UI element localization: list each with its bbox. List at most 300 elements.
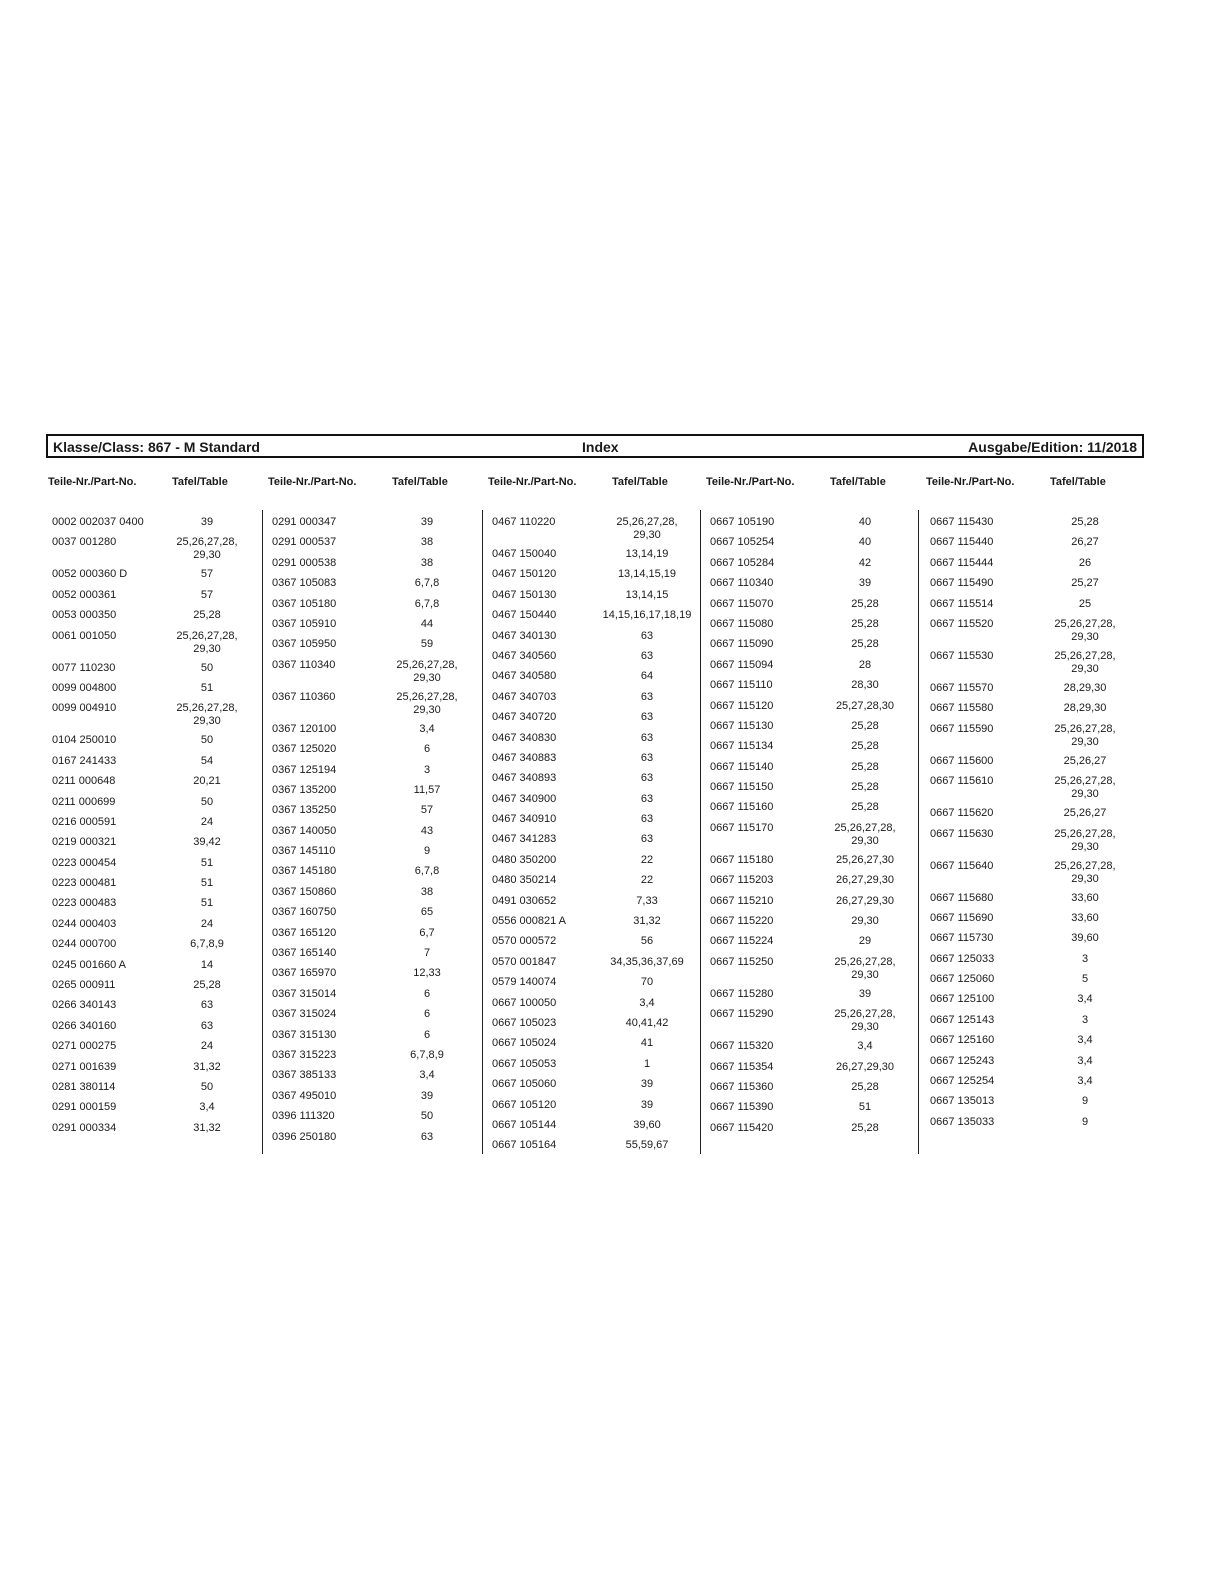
table-ref: 38 bbox=[420, 885, 434, 898]
table-ref: 28,29,30 bbox=[1063, 681, 1107, 694]
index-row bbox=[52, 700, 260, 732]
part-number: 0367 315130 bbox=[272, 1028, 337, 1041]
table-ref: 11,57 bbox=[413, 783, 441, 796]
index-row bbox=[52, 1018, 260, 1038]
part-number: 0667 105024 bbox=[492, 1037, 557, 1050]
part-number: 0667 105060 bbox=[492, 1078, 557, 1091]
table-ref: 57 bbox=[200, 588, 214, 601]
part-number: 0667 125243 bbox=[930, 1054, 995, 1067]
part-number: 0467 150120 bbox=[492, 568, 557, 581]
part-number: 0667 115620 bbox=[930, 807, 994, 820]
table-ref: 3,4 bbox=[1077, 993, 1093, 1006]
part-number: 0667 125100 bbox=[930, 993, 995, 1006]
part-number: 0467 340893 bbox=[492, 772, 557, 785]
part-number: 0467 340580 bbox=[492, 670, 557, 683]
index-row bbox=[272, 1088, 480, 1108]
table-ref: 57 bbox=[420, 804, 434, 817]
table-ref: 3 bbox=[1081, 1013, 1089, 1026]
index-row bbox=[492, 668, 700, 688]
index-row bbox=[52, 587, 260, 607]
table-ref: 50 bbox=[200, 1080, 214, 1093]
part-number: 0271 001639 bbox=[52, 1060, 117, 1073]
index-row bbox=[52, 1079, 260, 1099]
table-ref: 59 bbox=[420, 638, 434, 651]
index-row bbox=[52, 660, 260, 680]
index-row bbox=[930, 951, 1138, 971]
part-number: 0216 000591 bbox=[52, 815, 117, 828]
index-row bbox=[930, 1114, 1138, 1134]
table-ref: 51 bbox=[200, 681, 214, 694]
table-ref: 6,7,8 bbox=[414, 597, 440, 610]
part-number: 0367 105910 bbox=[272, 617, 337, 630]
index-row bbox=[492, 1097, 700, 1117]
part-number: 0667 115680 bbox=[930, 891, 994, 904]
index-row bbox=[930, 648, 1138, 680]
table-ref: 39 bbox=[640, 1098, 654, 1111]
index-row bbox=[492, 709, 700, 729]
part-number: 0367 120100 bbox=[272, 722, 337, 735]
part-number: 0579 140074 bbox=[492, 976, 557, 989]
index-row bbox=[492, 1035, 700, 1055]
table-ref: 3,4 bbox=[639, 996, 655, 1009]
table-ref: 25,28 bbox=[851, 781, 879, 794]
table-ref: 25,26,27,28, 29,30 bbox=[1054, 827, 1116, 853]
index-row bbox=[492, 1056, 700, 1076]
index-row bbox=[492, 933, 700, 953]
table-ref: 63 bbox=[640, 649, 654, 662]
part-number: 0367 315014 bbox=[272, 987, 337, 1000]
part-number: 0244 000700 bbox=[52, 938, 117, 951]
table-ref: 25,26,27,28, 29,30 bbox=[176, 702, 238, 728]
part-number: 0077 110230 bbox=[52, 661, 116, 674]
table-ref: 51 bbox=[858, 1101, 872, 1114]
part-number: 0367 135250 bbox=[272, 804, 337, 817]
table-ref: 3,4 bbox=[1077, 1075, 1093, 1088]
part-number: 0667 115690 bbox=[930, 911, 994, 924]
index-row bbox=[52, 977, 260, 997]
index-row bbox=[52, 936, 260, 956]
part-number: 0667 110340 bbox=[710, 577, 774, 590]
part-number: 0266 340160 bbox=[52, 1019, 117, 1032]
part-number: 0667 115280 bbox=[710, 987, 774, 1000]
part-number: 0667 105023 bbox=[492, 1016, 557, 1029]
table-ref: 25,27 bbox=[1071, 577, 1099, 590]
index-row bbox=[710, 738, 918, 758]
table-ref: 33,60 bbox=[1071, 911, 1099, 924]
part-number: 0291 000538 bbox=[272, 556, 337, 569]
part-number: 0367 150860 bbox=[272, 885, 337, 898]
index-row bbox=[52, 753, 260, 773]
table-ref: 24 bbox=[200, 917, 214, 930]
part-number: 0467 340900 bbox=[492, 792, 557, 805]
part-number: 0099 004910 bbox=[52, 702, 117, 715]
part-number: 0491 030652 bbox=[492, 894, 557, 907]
table-ref: 63 bbox=[640, 813, 654, 826]
index-row bbox=[930, 910, 1138, 930]
part-no-header: Teile-Nr./Part-No. bbox=[48, 476, 137, 488]
index-row bbox=[492, 587, 700, 607]
table-ref: 3 bbox=[1081, 952, 1089, 965]
index-row bbox=[710, 799, 918, 819]
table-ref: 13,14,15,19 bbox=[617, 568, 677, 581]
index-row bbox=[492, 750, 700, 770]
part-number: 0480 350200 bbox=[492, 853, 557, 866]
table-ref: 63 bbox=[640, 690, 654, 703]
index-row bbox=[930, 1053, 1138, 1073]
table-ref: 28,30 bbox=[851, 679, 879, 692]
index-row bbox=[272, 1108, 480, 1128]
index-row bbox=[710, 1099, 918, 1119]
index-row bbox=[710, 1006, 918, 1038]
part-number: 0667 115600 bbox=[930, 754, 994, 767]
table-ref: 25,28 bbox=[851, 719, 879, 732]
table-ref: 63 bbox=[640, 711, 654, 724]
part-number: 0223 000481 bbox=[52, 877, 117, 890]
part-number: 0667 115290 bbox=[710, 1008, 774, 1021]
table-ref: 25,28 bbox=[851, 740, 879, 753]
part-number: 0396 250180 bbox=[272, 1130, 337, 1143]
part-number: 0367 105180 bbox=[272, 597, 337, 610]
index-row bbox=[52, 1099, 260, 1119]
index-row bbox=[930, 575, 1138, 595]
table-ref: 40 bbox=[858, 516, 872, 528]
part-number: 0367 140050 bbox=[272, 824, 337, 837]
table-ref: 7,33 bbox=[636, 894, 658, 907]
table-ref: 63 bbox=[640, 772, 654, 785]
part-number: 0667 115134 bbox=[710, 740, 774, 753]
index-row bbox=[272, 823, 480, 843]
index-row bbox=[272, 721, 480, 741]
part-number: 0667 105144 bbox=[492, 1118, 557, 1131]
part-number: 0667 115360 bbox=[710, 1080, 774, 1093]
part-number: 0667 115530 bbox=[930, 649, 994, 662]
index-row bbox=[272, 1047, 480, 1067]
table-ref: 25,27,28,30 bbox=[835, 699, 895, 712]
part-number: 0667 115130 bbox=[710, 719, 774, 732]
index-row bbox=[710, 852, 918, 872]
index-row bbox=[710, 1059, 918, 1079]
table-ref: 25 bbox=[1078, 597, 1092, 610]
index-row bbox=[710, 779, 918, 799]
table-ref: 39 bbox=[858, 577, 872, 590]
index-row bbox=[930, 555, 1138, 575]
part-number: 0667 105254 bbox=[710, 536, 775, 549]
table-ref: 6,7,8 bbox=[414, 865, 440, 878]
part-number: 0291 000537 bbox=[272, 536, 337, 549]
part-number: 0667 115170 bbox=[710, 821, 774, 834]
part-number: 0667 115203 bbox=[710, 874, 774, 887]
table-ref: 9 bbox=[423, 845, 431, 858]
index-row bbox=[930, 680, 1138, 700]
part-number: 0061 001050 bbox=[52, 629, 117, 642]
index-row bbox=[272, 762, 480, 782]
part-number: 0570 001847 bbox=[492, 955, 557, 968]
index-row bbox=[492, 628, 700, 648]
index-row bbox=[710, 636, 918, 656]
table-ref: 40,41,42 bbox=[625, 1016, 669, 1029]
index-row bbox=[930, 858, 1138, 890]
table-ref: 25,26,27 bbox=[1063, 807, 1107, 820]
index-row bbox=[710, 596, 918, 616]
index-row bbox=[492, 648, 700, 668]
table-ref: 26 bbox=[1078, 556, 1092, 569]
table-ref: 63 bbox=[640, 629, 654, 642]
index-row bbox=[492, 770, 700, 790]
index-row bbox=[52, 855, 260, 875]
index-row bbox=[710, 986, 918, 1006]
part-number: 0667 115110 bbox=[710, 679, 773, 692]
table-ref: 39 bbox=[200, 516, 214, 528]
index-row bbox=[492, 566, 700, 586]
index-row bbox=[492, 852, 700, 872]
table-ref: 39 bbox=[858, 987, 872, 1000]
table-ref: 26,27,29,30 bbox=[835, 1060, 895, 1073]
table-ref: 33,60 bbox=[1071, 891, 1099, 904]
part-number: 0367 160750 bbox=[272, 906, 337, 919]
table-ref: 25,28 bbox=[851, 801, 879, 814]
part-number: 0667 115444 bbox=[930, 556, 994, 569]
index-row bbox=[52, 875, 260, 895]
part-number: 0367 125020 bbox=[272, 743, 337, 756]
index-row bbox=[52, 1059, 260, 1079]
table-ref: 51 bbox=[200, 877, 214, 890]
index-row bbox=[52, 957, 260, 977]
index-row bbox=[492, 1137, 700, 1157]
index-row bbox=[272, 843, 480, 863]
index-row bbox=[492, 893, 700, 913]
index-row bbox=[930, 991, 1138, 1011]
part-number: 0667 115354 bbox=[710, 1060, 774, 1073]
table-ref: 44 bbox=[420, 617, 434, 630]
part-number: 0367 165140 bbox=[272, 947, 337, 960]
part-number: 0667 115120 bbox=[710, 699, 774, 712]
part-number: 0467 341283 bbox=[492, 833, 557, 846]
part-number: 0667 115390 bbox=[710, 1101, 774, 1114]
table-ref: 25,28 bbox=[851, 1080, 879, 1093]
index-row bbox=[710, 657, 918, 677]
part-number: 0367 165120 bbox=[272, 926, 337, 939]
index-row bbox=[492, 831, 700, 851]
table-ref: 25,28 bbox=[851, 1121, 879, 1134]
part-number: 0667 105164 bbox=[492, 1139, 557, 1152]
index-row bbox=[710, 514, 918, 534]
index-row bbox=[272, 1129, 480, 1149]
table-ref: 25,28 bbox=[193, 979, 221, 992]
table-ref: 57 bbox=[200, 568, 214, 581]
column-divider bbox=[482, 510, 483, 1154]
part-number: 0037 001280 bbox=[52, 536, 117, 549]
table-ref: 25,26,27,28, 29,30 bbox=[1054, 775, 1116, 801]
index-row bbox=[272, 596, 480, 616]
index-row bbox=[52, 773, 260, 793]
index-row bbox=[492, 546, 700, 566]
part-number: 0467 340720 bbox=[492, 711, 557, 724]
table-ref: 6,7,8,9 bbox=[190, 938, 224, 951]
table-ref: 7 bbox=[423, 947, 431, 960]
part-number: 0667 100050 bbox=[492, 996, 557, 1009]
part-number: 0667 115514 bbox=[930, 597, 994, 610]
table-ref: 24 bbox=[200, 1040, 214, 1053]
table-ref: 3,4 bbox=[419, 1069, 435, 1082]
table-ref: 25,28 bbox=[851, 597, 879, 610]
part-no-header: Teile-Nr./Part-No. bbox=[268, 476, 357, 488]
table-ref: 9 bbox=[1081, 1115, 1089, 1128]
index-column bbox=[930, 514, 1138, 1134]
part-number: 0367 315024 bbox=[272, 1008, 337, 1021]
part-number: 0667 125254 bbox=[930, 1075, 995, 1088]
table-ref: 25,26,27,30 bbox=[835, 853, 895, 866]
index-row bbox=[710, 616, 918, 636]
table-ref: 12,33 bbox=[413, 967, 441, 980]
index-row bbox=[930, 753, 1138, 773]
part-number: 0467 340703 bbox=[492, 690, 557, 703]
index-title: Index bbox=[582, 439, 619, 455]
table-ref: 25,26,27,28, 29,30 bbox=[834, 955, 896, 981]
index-row bbox=[52, 814, 260, 834]
table-ref: 22 bbox=[640, 874, 654, 887]
part-number: 0667 115250 bbox=[710, 955, 774, 968]
table-ref: 24 bbox=[200, 815, 214, 828]
index-row bbox=[710, 1038, 918, 1058]
index-row bbox=[930, 1012, 1138, 1032]
part-number: 0367 495010 bbox=[272, 1089, 337, 1102]
part-number: 0367 110360 bbox=[272, 690, 336, 703]
part-number: 0367 145180 bbox=[272, 865, 337, 878]
table-ref: 31,32 bbox=[633, 915, 661, 928]
table-ref: 41 bbox=[640, 1037, 654, 1050]
table-ref: 39 bbox=[420, 1089, 434, 1102]
index-row bbox=[492, 1015, 700, 1035]
index-row bbox=[272, 782, 480, 802]
table-header: Tafel/Table bbox=[392, 476, 448, 488]
table-ref: 50 bbox=[420, 1110, 434, 1123]
index-row bbox=[710, 913, 918, 933]
table-ref: 25,28 bbox=[193, 609, 221, 622]
index-row bbox=[272, 514, 480, 534]
table-header: Tafel/Table bbox=[830, 476, 886, 488]
table-ref: 25,26,27,28, 29,30 bbox=[176, 629, 238, 655]
table-header: Tafel/Table bbox=[612, 476, 668, 488]
part-number: 0667 115570 bbox=[930, 681, 994, 694]
index-row bbox=[710, 677, 918, 697]
part-number: 0104 250010 bbox=[52, 734, 117, 747]
table-ref: 39 bbox=[420, 516, 434, 528]
table-ref: 6 bbox=[423, 1008, 431, 1021]
part-number: 0667 115610 bbox=[930, 775, 994, 788]
table-ref: 25,26,27,28, 29,30 bbox=[1054, 859, 1116, 885]
index-row bbox=[272, 741, 480, 761]
part-number: 0667 115490 bbox=[930, 577, 994, 590]
table-ref: 38 bbox=[420, 556, 434, 569]
table-ref: 50 bbox=[200, 661, 214, 674]
part-number: 0266 340143 bbox=[52, 999, 117, 1012]
part-number: 0223 000454 bbox=[52, 856, 117, 869]
index-row bbox=[492, 607, 700, 627]
part-number: 0667 115180 bbox=[710, 853, 774, 866]
part-no-header: Teile-Nr./Part-No. bbox=[706, 476, 795, 488]
table-ref: 63 bbox=[420, 1130, 434, 1143]
index-row bbox=[492, 730, 700, 750]
index-row bbox=[930, 534, 1138, 554]
part-number: 0467 340130 bbox=[492, 629, 557, 642]
index-row bbox=[272, 863, 480, 883]
part-number: 0219 000321 bbox=[52, 836, 117, 849]
index-row bbox=[930, 930, 1138, 950]
table-ref: 13,14,15 bbox=[625, 588, 669, 601]
table-ref: 26,27,29,30 bbox=[835, 874, 895, 887]
column-divider bbox=[918, 510, 919, 1154]
index-row bbox=[492, 791, 700, 811]
index-row bbox=[272, 616, 480, 636]
table-ref: 34,35,36,37,69 bbox=[610, 955, 684, 968]
part-number: 0667 115094 bbox=[710, 658, 774, 671]
index-row bbox=[930, 826, 1138, 858]
index-row bbox=[710, 1120, 918, 1140]
index-row bbox=[710, 954, 918, 986]
part-number: 0667 115440 bbox=[930, 536, 994, 549]
index-row bbox=[710, 1079, 918, 1099]
table-ref: 63 bbox=[640, 792, 654, 805]
index-row bbox=[272, 689, 480, 721]
part-number: 0667 115640 bbox=[930, 859, 994, 872]
table-ref: 6 bbox=[423, 743, 431, 756]
table-ref: 25,28 bbox=[851, 617, 879, 630]
index-row bbox=[272, 802, 480, 822]
part-number: 0167 241433 bbox=[52, 754, 117, 767]
table-ref: 25,28 bbox=[851, 760, 879, 773]
index-column bbox=[710, 514, 918, 1140]
table-ref: 39,60 bbox=[633, 1118, 661, 1131]
index-row bbox=[52, 1038, 260, 1058]
table-ref: 63 bbox=[640, 833, 654, 846]
index-row bbox=[930, 805, 1138, 825]
table-ref: 25,26,27,28, 29,30 bbox=[176, 536, 238, 562]
table-ref: 55,59,67 bbox=[625, 1139, 669, 1152]
part-number: 0667 105190 bbox=[710, 516, 775, 528]
part-number: 0467 340830 bbox=[492, 731, 557, 744]
table-ref: 6,7,8 bbox=[414, 577, 440, 590]
index-row bbox=[492, 1076, 700, 1096]
part-number: 0667 115070 bbox=[710, 597, 774, 610]
table-ref: 14 bbox=[200, 958, 214, 971]
part-number: 0667 105284 bbox=[710, 556, 775, 569]
part-number: 0556 000821 A bbox=[492, 915, 567, 928]
part-number: 0667 115730 bbox=[930, 932, 994, 945]
table-ref: 6,7 bbox=[419, 926, 435, 939]
index-row bbox=[52, 566, 260, 586]
index-row bbox=[710, 718, 918, 738]
part-number: 0667 135013 bbox=[930, 1095, 995, 1108]
table-ref: 54 bbox=[200, 754, 214, 767]
table-ref: 26,27 bbox=[1071, 536, 1099, 549]
table-ref: 50 bbox=[200, 795, 214, 808]
table-ref: 26,27,29,30 bbox=[835, 894, 895, 907]
index-row bbox=[272, 534, 480, 554]
index-row bbox=[930, 971, 1138, 991]
part-number: 0265 000911 bbox=[52, 979, 116, 992]
index-row bbox=[492, 811, 700, 831]
table-ref: 51 bbox=[200, 897, 214, 910]
part-number: 0667 135033 bbox=[930, 1115, 995, 1128]
index-column bbox=[52, 514, 260, 1140]
index-row bbox=[492, 689, 700, 709]
table-ref: 25,26,27,28, 29,30 bbox=[1054, 617, 1116, 643]
part-number: 0667 115580 bbox=[930, 702, 994, 715]
part-number: 0099 004800 bbox=[52, 681, 117, 694]
class-title: Klasse/Class: 867 - M Standard bbox=[53, 439, 260, 455]
index-row bbox=[272, 636, 480, 656]
column-divider bbox=[262, 510, 263, 1154]
